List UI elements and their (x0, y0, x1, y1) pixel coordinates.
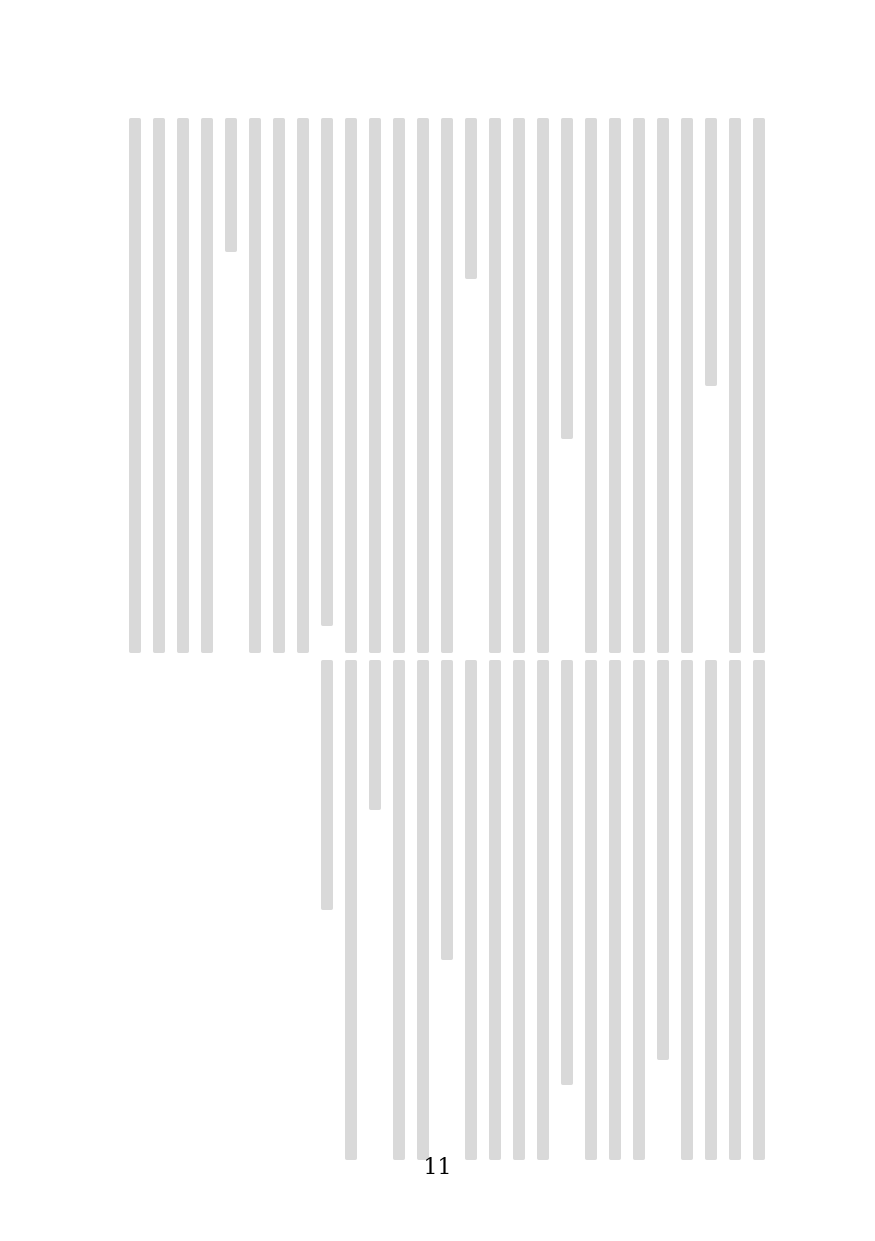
redacted-text-line (225, 118, 237, 252)
redacted-text-line (537, 118, 549, 653)
redacted-text-line (201, 118, 213, 653)
redacted-text-line (513, 660, 525, 1160)
redacted-text-line (273, 118, 285, 653)
redacted-text-line (513, 118, 525, 653)
redacted-text-line (441, 118, 453, 653)
redacted-text-line (609, 660, 621, 1160)
redacted-text-line (345, 118, 357, 653)
redacted-text-line (441, 660, 453, 960)
redacted-text-line (657, 660, 669, 1060)
redacted-text-line (585, 660, 597, 1160)
redacted-text-line (345, 660, 357, 1160)
redacted-text-line (633, 118, 645, 653)
redacted-text-line (657, 118, 669, 653)
redacted-text-line (297, 118, 309, 653)
redacted-text-line (585, 118, 597, 653)
lower-text-block-redacted (321, 660, 765, 1160)
redacted-text-line (417, 118, 429, 653)
redacted-text-line (249, 118, 261, 653)
redacted-text-line (153, 118, 165, 653)
redacted-text-line (177, 118, 189, 653)
redacted-text-line (465, 660, 477, 1160)
redacted-text-line (681, 118, 693, 653)
redacted-text-line (537, 660, 549, 1160)
redacted-text-line (489, 660, 501, 1160)
redacted-text-line (393, 118, 405, 653)
redacted-text-line (729, 118, 741, 653)
redacted-text-line (465, 118, 477, 279)
redacted-text-line (561, 118, 573, 439)
upper-text-block-redacted (129, 118, 765, 653)
redacted-text-line (561, 660, 573, 1085)
redacted-text-line (393, 660, 405, 1160)
redacted-text-line (729, 660, 741, 1160)
redacted-text-line (753, 118, 765, 653)
redacted-text-line (417, 660, 429, 1160)
redacted-text-line (129, 118, 141, 653)
redacted-text-line (489, 118, 501, 653)
redacted-text-line (369, 660, 381, 810)
redacted-text-line (321, 118, 333, 626)
redacted-text-line (369, 118, 381, 653)
redacted-text-line (681, 660, 693, 1160)
redacted-text-line (609, 118, 621, 653)
redacted-text-line (705, 660, 717, 1160)
redacted-text-line (321, 660, 333, 910)
redacted-text-line (705, 118, 717, 386)
page-number: 11 (423, 1155, 452, 1180)
redacted-text-line (753, 660, 765, 1160)
redacted-text-line (633, 660, 645, 1160)
